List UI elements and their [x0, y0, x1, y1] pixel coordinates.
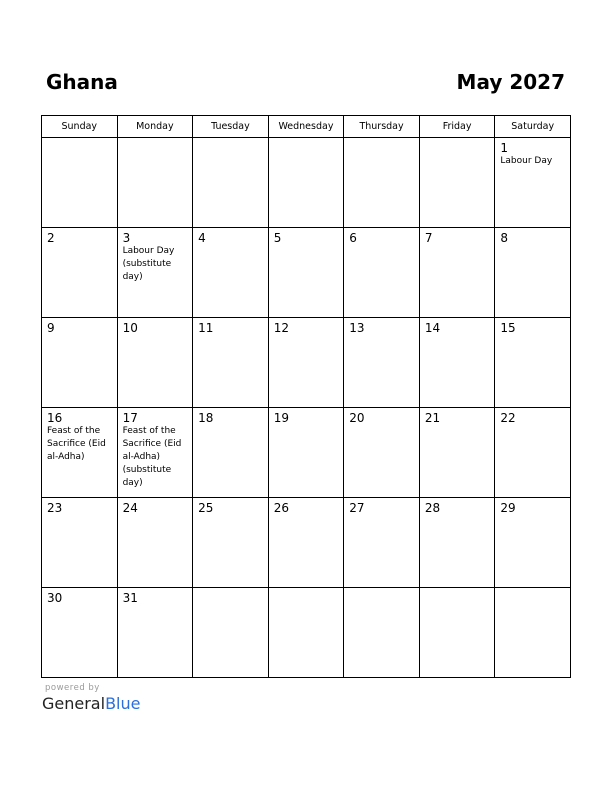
- day-number: 20: [349, 411, 365, 425]
- day-cell: [419, 318, 495, 408]
- calendar-grid: [41, 115, 571, 678]
- weekday-monday: Monday: [117, 116, 193, 138]
- day-cell: [117, 138, 193, 228]
- day-cell: [117, 408, 193, 498]
- day-cell: [344, 588, 420, 678]
- weekday-tuesday: Tuesday: [193, 116, 269, 138]
- day-number: 27: [349, 501, 365, 515]
- day-number: 21: [424, 411, 441, 425]
- weekday-saturday: Saturday: [495, 116, 571, 138]
- month-year-title: May 2027: [456, 70, 565, 94]
- week-row: [42, 138, 571, 228]
- day-cell: [268, 228, 344, 318]
- country-title: Ghana: [46, 70, 118, 94]
- day-cell: [495, 138, 571, 228]
- powered-by-label: powered by: [45, 683, 100, 693]
- day-cell: [344, 138, 420, 228]
- day-cell: [268, 588, 344, 678]
- day-number: 15: [500, 321, 516, 335]
- day-number: 9: [47, 321, 55, 335]
- day-cell: [495, 408, 571, 498]
- day-number: 11: [198, 321, 214, 335]
- day-number: 19: [273, 411, 289, 425]
- day-cell: [193, 498, 269, 588]
- day-cell: [42, 588, 118, 678]
- day-cell: [193, 228, 269, 318]
- day-cell: [193, 408, 269, 498]
- day-number: 7: [424, 231, 433, 245]
- day-cell: [117, 588, 193, 678]
- week-row: [42, 588, 571, 678]
- day-number: 6: [349, 231, 357, 245]
- day-cell: [42, 228, 118, 318]
- day-cell: [495, 498, 571, 588]
- day-number: 22: [500, 411, 516, 425]
- weekday-header-row: [42, 116, 571, 138]
- week-row: [42, 318, 571, 408]
- day-number: 1: [500, 141, 509, 155]
- day-cell: [344, 498, 420, 588]
- day-cell: [495, 228, 571, 318]
- holiday-label: Labour Day (substitute day): [122, 246, 175, 282]
- day-cell: [42, 318, 118, 408]
- weekday-thursday: Thursday: [344, 116, 420, 138]
- day-cell: [42, 408, 118, 498]
- day-number: 5: [273, 231, 282, 245]
- day-cell: [268, 408, 344, 498]
- day-cell: [419, 228, 495, 318]
- day-number: 31: [122, 591, 138, 605]
- day-number: 25: [198, 501, 214, 515]
- day-number: 30: [47, 591, 63, 605]
- day-number: 18: [198, 411, 214, 425]
- day-cell: [344, 228, 420, 318]
- day-number: 3: [122, 231, 131, 245]
- weekday-friday: Friday: [419, 116, 495, 138]
- holiday-label: Labour Day: [500, 156, 553, 166]
- week-row: [42, 498, 571, 588]
- day-number: 23: [47, 501, 63, 515]
- day-cell: [42, 498, 118, 588]
- day-cell: [193, 138, 269, 228]
- day-number: 17: [122, 411, 138, 425]
- week-row: [42, 408, 571, 498]
- day-number: 28: [424, 501, 441, 515]
- day-number: 14: [424, 321, 441, 335]
- brand-general-text: General: [42, 694, 106, 713]
- day-number: 16: [47, 411, 63, 425]
- day-cell: [268, 498, 344, 588]
- day-cell: [344, 408, 420, 498]
- day-cell: [419, 408, 495, 498]
- day-cell: [117, 498, 193, 588]
- day-cell: [268, 138, 344, 228]
- day-number: 12: [273, 321, 289, 335]
- weekday-wednesday: Wednesday: [268, 116, 344, 138]
- holiday-label: Feast of the Sacrifice (Eid al-Adha): [47, 426, 106, 462]
- day-number: 13: [349, 321, 365, 335]
- day-cell: [495, 588, 571, 678]
- day-cell: [419, 498, 495, 588]
- day-number: 10: [122, 321, 138, 335]
- holiday-label: Feast of the Sacrifice (Eid al-Adha) (substitute day): [122, 426, 182, 488]
- day-cell: [193, 318, 269, 408]
- day-number: 29: [500, 501, 516, 515]
- day-cell: [268, 318, 344, 408]
- brand-blue-text: Blue: [105, 694, 141, 713]
- day-number: 8: [500, 231, 509, 245]
- day-cell: [344, 318, 420, 408]
- day-cell: [117, 318, 193, 408]
- day-number: 2: [47, 231, 55, 245]
- generalblue-logo: [42, 694, 140, 713]
- day-cell: [419, 138, 495, 228]
- day-cell: [193, 588, 269, 678]
- day-number: 24: [122, 501, 138, 515]
- day-cell: [117, 228, 193, 318]
- day-cell: [42, 138, 118, 228]
- day-number: 26: [273, 501, 289, 515]
- day-cell: [495, 318, 571, 408]
- weekday-sunday: Sunday: [42, 116, 118, 138]
- day-number: 4: [198, 231, 206, 245]
- day-cell: [419, 588, 495, 678]
- week-row: [42, 228, 571, 318]
